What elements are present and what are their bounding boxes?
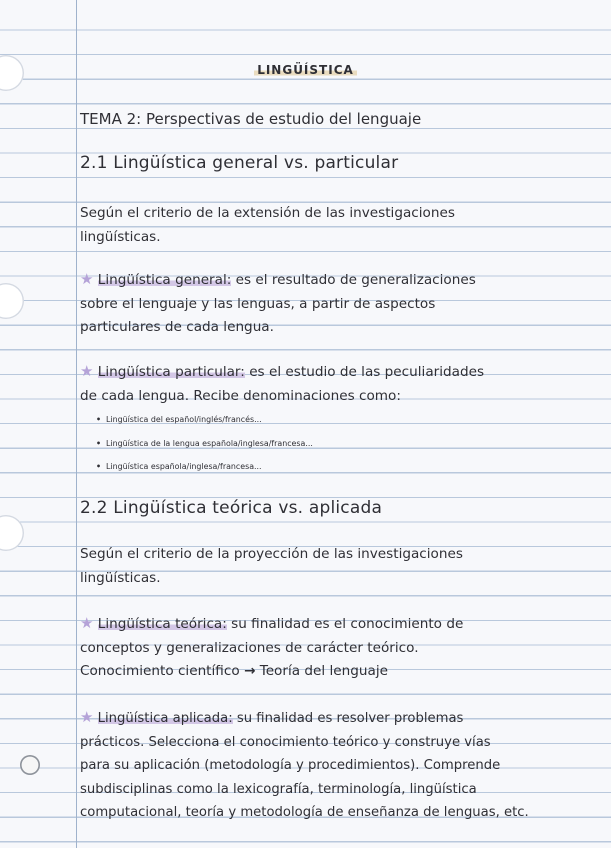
star-icon: ★ <box>80 270 94 288</box>
page-title: LINGÜÍSTICA <box>0 63 611 77</box>
section1-intro: Según el criterio de la extensión de las investigaciones lingüísticas. <box>80 205 455 245</box>
particular-definition: ★ Lingüística particular: es el estudio de las peculiaridades de cada lengua. Recibe denominaciones como: • Lingüística del español/inglés/francés... • Lingüística de la lengua española/inglesa/francesa... • Lingüística española/inglesa/francesa... <box>80 360 605 479</box>
star-icon: ★ <box>80 708 94 726</box>
term-particular: Lingüística particular: <box>97 364 245 380</box>
topic-heading: TEMA 2: Perspectivas de estudio del lenguaje <box>80 110 422 128</box>
list-item: • Lingüística de la lengua española/inglesa/francesa... <box>80 432 605 456</box>
denominations-list <box>80 408 605 479</box>
term-teorica: Lingüística teórica: <box>97 616 227 632</box>
list-item: • Lingüística del español/inglés/francés... <box>80 408 605 432</box>
section2-intro: Según el criterio de la proyección de las investigaciones lingüísticas. <box>80 546 463 586</box>
teorica-definition: ★ Lingüística teórica: su finalidad es el conocimiento de conceptos y generalizaciones de carácter teórico. Conocimiento científico → Teoría del lenguaje <box>80 614 464 680</box>
section-heading-2-2: 2.2 Lingüística teórica vs. aplicada <box>80 498 383 518</box>
margin-line <box>76 0 77 848</box>
binder-hole <box>0 515 24 551</box>
general-definition: ★ Lingüística general: es el resultado de generalizaciones sobre el lenguaje y las lenguas, a partir de aspectos particulares de cada lengua. <box>80 270 476 336</box>
binder-hole <box>0 283 24 319</box>
binder-hole <box>20 755 40 775</box>
star-icon: ★ <box>80 614 94 632</box>
term-aplicada: Lingüística aplicada: <box>97 711 233 726</box>
term-general: Lingüística general: <box>97 272 232 288</box>
right-arrow-icon: → <box>243 663 256 680</box>
aplicada-definition: ★ Lingüística aplicada: su finalidad es resolver problemas prácticos. Selecciona el conocimiento teórico y construye vías para su aplicación (metodología y procedimientos). Comprende subdisciplinas como la lexicografía, terminología, lingüística computacional, teoría y metodología de enseñanza de lenguas, etc. <box>80 708 529 821</box>
star-icon: ★ <box>80 362 94 380</box>
list-item: • Lingüística española/inglesa/francesa... <box>80 455 605 479</box>
section-heading-2-1: 2.1 Lingüística general vs. particular <box>80 153 399 173</box>
